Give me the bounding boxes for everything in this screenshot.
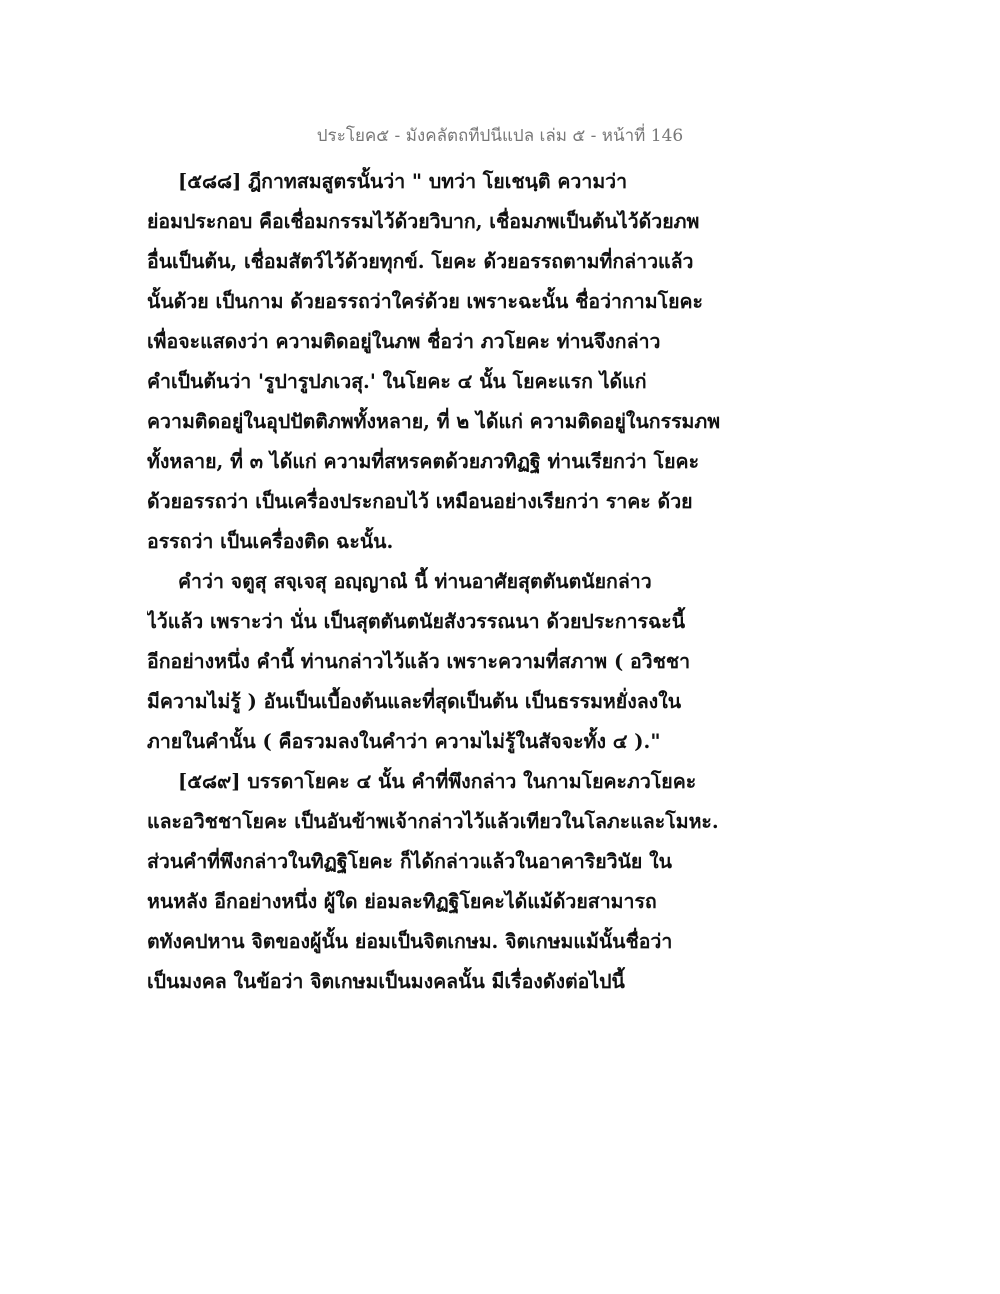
text-line: อีกอย่างหนึ่ง คำนี้ ท่านกล่าวไว้แล้ว เพราะความที่สภาพ ( อวิชชา <box>147 650 691 673</box>
page-header: ประโยค๕ - มังคลัตถทีปนีแปล เล่ม ๕ - หน้าที่ 146 <box>316 126 684 146</box>
text-line: อรรถว่า เป็นเครื่องติด ฉะนั้น. <box>147 530 394 553</box>
text-line: ไว้แล้ว เพราะว่า นั่น เป็นสุตตันตนัยสังวรรณนา ด้วยประการฉะนี้ <box>147 610 686 633</box>
text-line: หนหลัง อีกอย่างหนึ่ง ผู้ใด ย่อมละทิฏฐิโยคะได้แม้ด้วยสามารถ <box>147 890 657 913</box>
text-line: ส่วนคำที่พึงกล่าวในทิฏฐิโยคะ ก็ได้กล่าวแล้วในอาคาริยวินัย ใน <box>147 850 672 873</box>
text-line: [๕๘๘] ฎีกาทสมสูตรนั้นว่า " บทว่า โยเชนฺติ ความว่า <box>178 170 628 193</box>
text-line: ภายในคำนั้น ( คือรวมลงในคำว่า ความไม่รู้ในสัจจะทั้ง ๔ )." <box>147 730 661 753</box>
text-line: และอวิชชาโยคะ เป็นอันข้าพเจ้ากล่าวไว้แล้วเทียวในโลภะและโมหะ. <box>147 810 719 833</box>
text-line: เป็นมงคล ในข้อว่า จิตเกษมเป็นมงคลนั้น มีเรื่องดังต่อไปนี้ <box>147 970 625 993</box>
text-line: คำเป็นต้นว่า 'รูปารูปภเวสุ.' ในโยคะ ๔ นั้น โยคะแรก ได้แก่ <box>147 370 647 393</box>
text-line: [๕๘๙] บรรดาโยคะ ๔ นั้น คำที่พึงกล่าว ในกามโยคะภวโยคะ <box>178 770 697 793</box>
text-line: ความติดอยู่ในอุปปัตติภพทั้งหลาย, ที่ ๒ ได้แก่ ความติดอยู่ในกรรมภพ <box>147 410 721 433</box>
text-line: คำว่า จตูสุ สจฺเจสุ อญฺญาณํ นี้ ท่านอาศัยสุตตันตนัยกล่าว <box>178 570 652 593</box>
text-line: มีความไม่รู้ ) อันเป็นเบื้องต้นและที่สุดเป็นต้น เป็นธรรมหยั่งลงใน <box>147 690 682 713</box>
text-line: ตทังคปหาน จิตของผู้นั้น ย่อมเป็นจิตเกษม. จิตเกษมแม้นั้นชื่อว่า <box>147 930 673 953</box>
text-line: นั้นด้วย เป็นกาม ด้วยอรรถว่าใคร่ด้วย เพราะฉะนั้น ชื่อว่ากามโยคะ <box>147 290 704 313</box>
text-line: ทั้งหลาย, ที่ ๓ ได้แก่ ความที่สหรคตด้วยภวทิฏฐิ ท่านเรียกว่า โยคะ <box>147 450 700 473</box>
text-line: อื่นเป็นต้น, เชื่อมสัตว์ไว้ด้วยทุกข์. โยคะ ด้วยอรรถตามที่กล่าวแล้ว <box>147 250 694 273</box>
body-text <box>147 162 867 1002</box>
text-line: ด้วยอรรถว่า เป็นเครื่องประกอบไว้ เหมือนอย่างเรียกว่า ราคะ ด้วย <box>147 490 693 513</box>
text-line: เพื่อจะแสดงว่า ความติดอยู่ในภพ ชื่อว่า ภวโยคะ ท่านจึงกล่าว <box>147 330 661 353</box>
text-line: ย่อมประกอบ คือเชื่อมกรรมไว้ด้วยวิบาก, เชื่อมภพเป็นต้นไว้ด้วยภพ <box>147 210 700 233</box>
